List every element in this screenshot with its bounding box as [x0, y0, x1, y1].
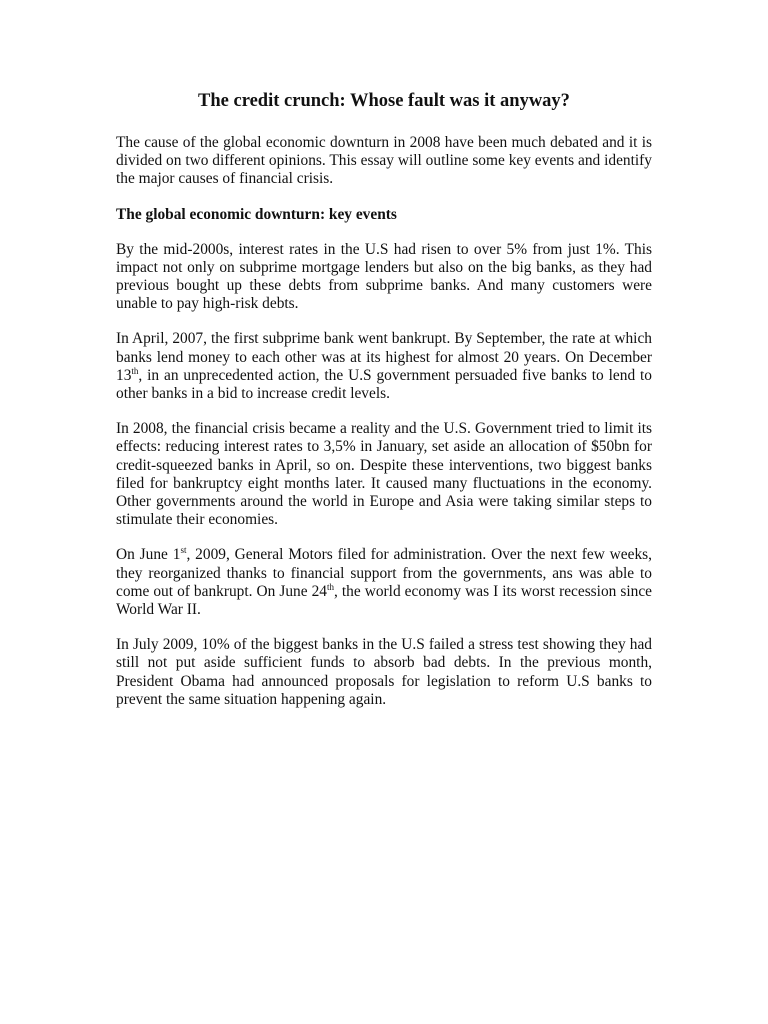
paragraph-2009-text-c: , the world economy was I its worst recession since World War II.: [116, 582, 652, 619]
paragraph-stress-test: In July 2009, 10% of the biggest banks in the U.S failed a stress test showing they had still not put aside sufficient funds to absorb bad debts. In the previous month, President Obama had announced proposals for legislation to reform U.S banks to prevent the same situation happening again.: [116, 636, 652, 708]
paragraph-2007-text-a: In April, 2007, the first subprime bank went bankrupt. By September, the rate at which banks lend money to each other was at its highest for almost 20 years. On December 13: [116, 330, 652, 384]
document-page: [116, 90, 652, 726]
ordinal-suffix: th: [327, 581, 335, 592]
paragraph-2009-text-a: On June 1: [116, 546, 181, 564]
ordinal-suffix: th: [131, 365, 139, 376]
ordinal-suffix: st: [180, 545, 187, 556]
paragraph-2009-text-b: , 2009, General Motors filed for administration. Over the next few weeks, they reorganized thanks to financial support from the governments, ans was able to come out of bankrupt. On June 24: [116, 546, 652, 600]
paragraph-interest-rates: By the mid-2000s, interest rates in the U.S had risen to over 5% from just 1%. This impact not only on subprime mortgage lenders but also on the big banks, as they had previous bought up these debts from subprime banks. And many customers were unable to pay high-risk debts.: [116, 240, 652, 313]
paragraph-2009-general-motors: [116, 546, 652, 619]
section-heading: The global economic downturn: key events: [116, 205, 397, 223]
intro-paragraph: The cause of the global economic downturn in 2008 have been much debated and it is divided on two different opinions. This essay will outline some key events and identify the major causes of financial crisis.: [116, 134, 652, 188]
paragraph-2007-text-b: , in an unprecedented action, the U.S government persuaded five banks to lend to other banks in a bid to increase credit levels.: [116, 366, 652, 403]
document-title: The credit crunch: Whose fault was it anyway?: [198, 91, 570, 111]
paragraph-2008-crisis: In 2008, the financial crisis became a reality and the U.S. Government tried to limit its effects: reducing interest rates to 3,5% in January, set aside an allocation of $50bn for credit-squeezed banks in April, so on. Despite these interventions, two biggest banks filed for bankruptcy eight months later. It caused many fluctuations in the economy. Other governments around the world in Europe and Asia were taking similar steps to stimulate their economies.: [116, 420, 652, 529]
paragraph-2007-events: [116, 330, 652, 403]
